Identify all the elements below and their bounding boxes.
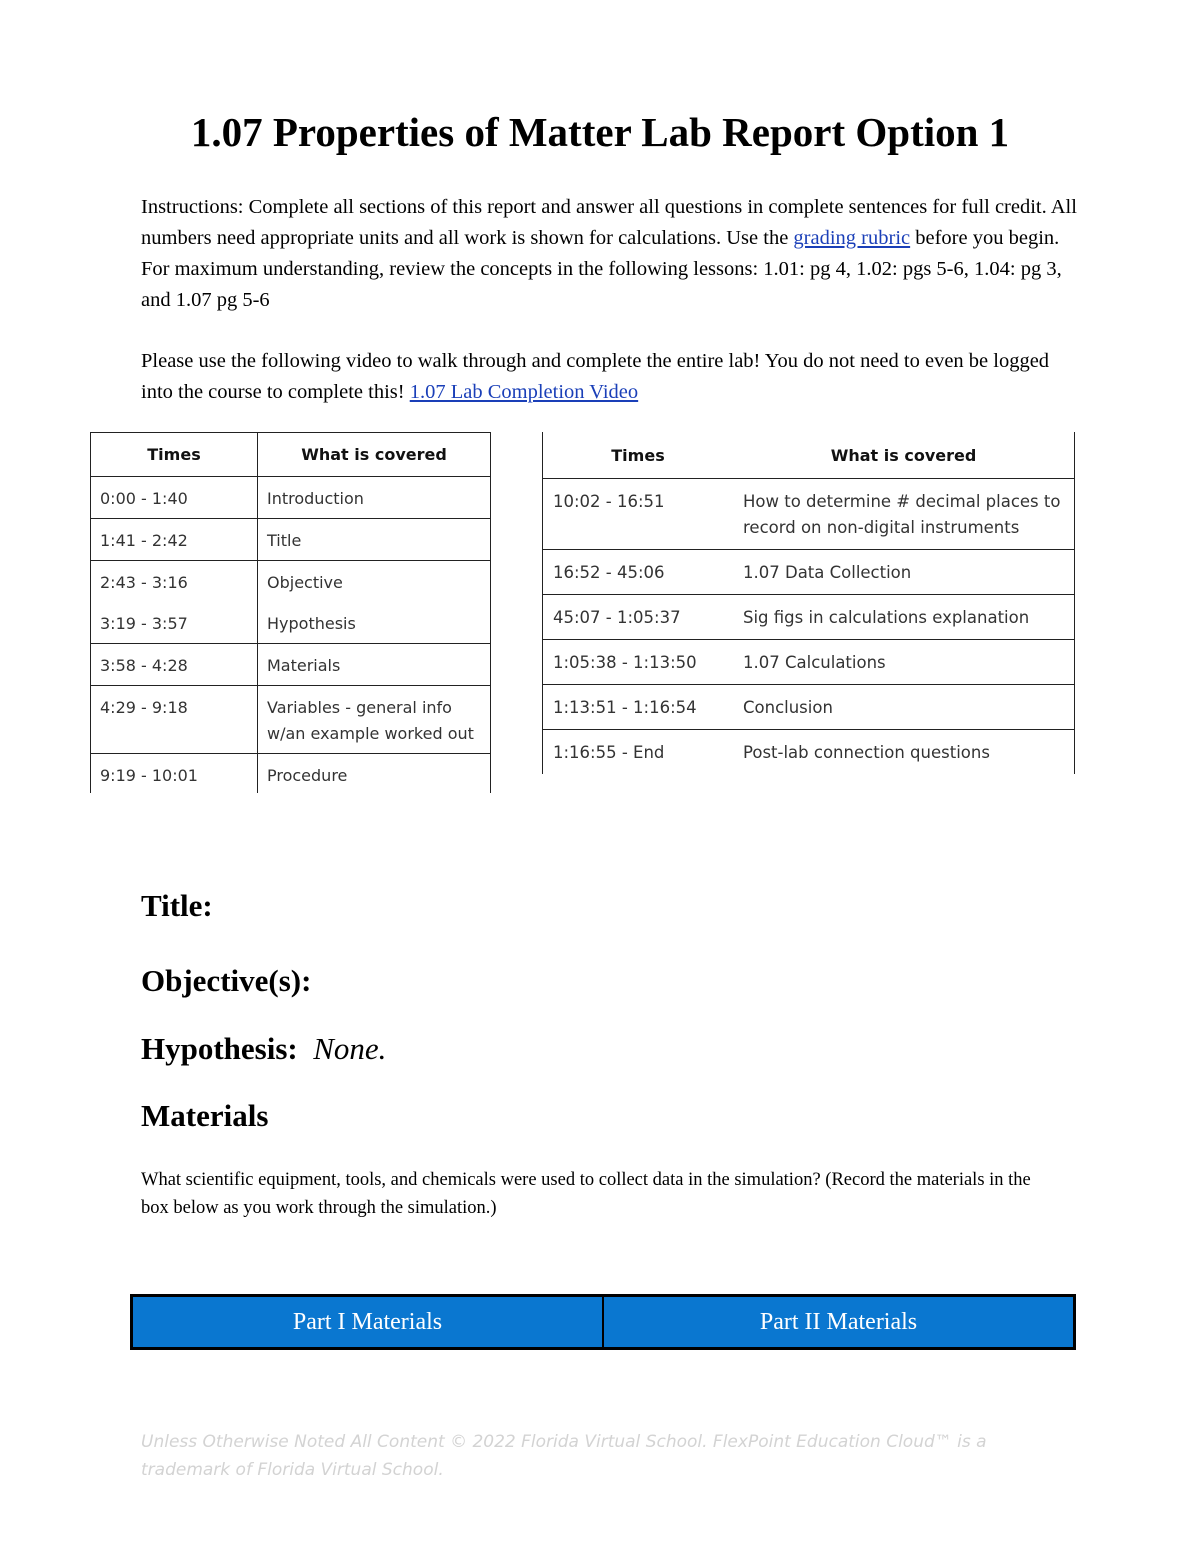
page-title: 1.07 Properties of Matter Lab Report Option 1 bbox=[190, 109, 1010, 155]
table-row bbox=[543, 550, 1075, 595]
time-cell: 1:41 - 2:42 bbox=[91, 519, 258, 561]
objective-section-heading: Objective(s): bbox=[141, 963, 312, 998]
lab-completion-video-link[interactable]: 1.07 Lab Completion Video bbox=[409, 381, 639, 403]
time-cell: 2:43 - 3:16 bbox=[91, 561, 258, 603]
title-section-heading: Title: bbox=[141, 888, 213, 923]
materials-section-heading: Materials bbox=[141, 1098, 269, 1133]
topic-cell: Materials bbox=[258, 644, 491, 686]
video-note-text: Please use the following video to walk through and complete the entire lab! You do not need to even be logged into the course to complete this! bbox=[141, 350, 1050, 403]
table-row bbox=[91, 519, 491, 561]
topic-cell: 1.07 Data Collection bbox=[733, 550, 1075, 595]
column-header-covered: What is covered bbox=[733, 432, 1075, 479]
table-row bbox=[543, 640, 1075, 685]
time-cell: 3:58 - 4:28 bbox=[91, 644, 258, 686]
time-cell: 1:05:38 - 1:13:50 bbox=[543, 640, 734, 685]
time-cell: 1:13:51 - 1:16:54 bbox=[543, 685, 734, 730]
table-row bbox=[543, 479, 1075, 550]
instructions-text-continued: before you begin. For maximum understanding, review the concepts in the following lessons: 1.01: pg 4, 1.02: pgs 5-6, 1.04: pg 3, and 1.07 pg 5-6 bbox=[141, 227, 1062, 311]
table-row bbox=[543, 685, 1075, 730]
topic-cell: Hypothesis bbox=[258, 602, 491, 644]
grading-rubric-link[interactable]: grading rubric bbox=[793, 227, 911, 249]
topic-cell: 1.07 Calculations bbox=[733, 640, 1075, 685]
video-timeline-table-right bbox=[542, 432, 1075, 774]
topic-cell: Title bbox=[258, 519, 491, 561]
table-row bbox=[91, 754, 491, 794]
topic-cell: Introduction bbox=[258, 477, 491, 519]
time-cell: 9:19 - 10:01 bbox=[91, 754, 258, 794]
topic-cell: Procedure bbox=[267, 766, 348, 785]
time-cell: 45:07 - 1:05:37 bbox=[543, 595, 734, 640]
hypothesis-label: Hypothesis: bbox=[141, 1031, 298, 1066]
column-header-times: Times bbox=[543, 432, 734, 479]
instructions-text: Instructions: Complete all sections of this report and answer all questions in complete sentences for full credit. All numbers need appropriate units and all work is shown for calculations. Use the bbox=[141, 196, 1077, 249]
materials-question: What scientific equipment, tools, and chemicals were used to collect data in the simulation? (Record the materials in the box below as you work through the simulation.) bbox=[141, 1170, 1031, 1218]
hypothesis-value: None. bbox=[313, 1031, 387, 1066]
copyright-footer: Unless Otherwise Noted All Content © 2022 Florida Virtual School. FlexPoint Education Cloud™ is a trademark of Florida Virtual School. bbox=[141, 1432, 987, 1480]
video-timeline-table-left bbox=[90, 432, 491, 793]
column-header-covered: What is covered bbox=[258, 433, 491, 477]
table-row bbox=[543, 595, 1075, 640]
table-row bbox=[543, 730, 1075, 775]
topic-cell: Sig figs in calculations explanation bbox=[733, 595, 1075, 640]
topic-cell: How to determine # decimal places to record on non-digital instruments bbox=[733, 479, 1075, 550]
time-cell: 10:02 - 16:51 bbox=[543, 479, 734, 550]
topic-cell: Variables - general info w/an example worked out bbox=[258, 686, 491, 754]
materials-table-header bbox=[130, 1294, 1076, 1350]
time-cell: 0:00 - 1:40 bbox=[91, 477, 258, 519]
time-cell: 1:16:55 - End bbox=[553, 743, 665, 762]
instructions-paragraph bbox=[141, 192, 1086, 316]
column-header-times: Times bbox=[91, 433, 258, 477]
part-1-materials-header: Part I Materials bbox=[292, 1308, 443, 1335]
video-note-paragraph bbox=[141, 346, 1086, 408]
topic-cell: Objective bbox=[267, 573, 343, 592]
part-2-materials-header: Part II Materials bbox=[602, 1297, 1073, 1347]
topic-cell: Conclusion bbox=[733, 685, 1075, 730]
time-cell: 4:29 - 9:18 bbox=[91, 686, 258, 754]
table-row bbox=[91, 686, 491, 754]
time-cell: 3:19 - 3:57 bbox=[91, 602, 258, 644]
time-cell: 16:52 - 45:06 bbox=[543, 550, 734, 595]
topic-cell: Post-lab connection questions bbox=[743, 743, 990, 762]
table-row bbox=[91, 561, 491, 603]
table-row bbox=[91, 602, 491, 644]
hypothesis-section-heading bbox=[141, 1031, 386, 1067]
table-row bbox=[91, 644, 491, 686]
table-row bbox=[91, 477, 491, 519]
